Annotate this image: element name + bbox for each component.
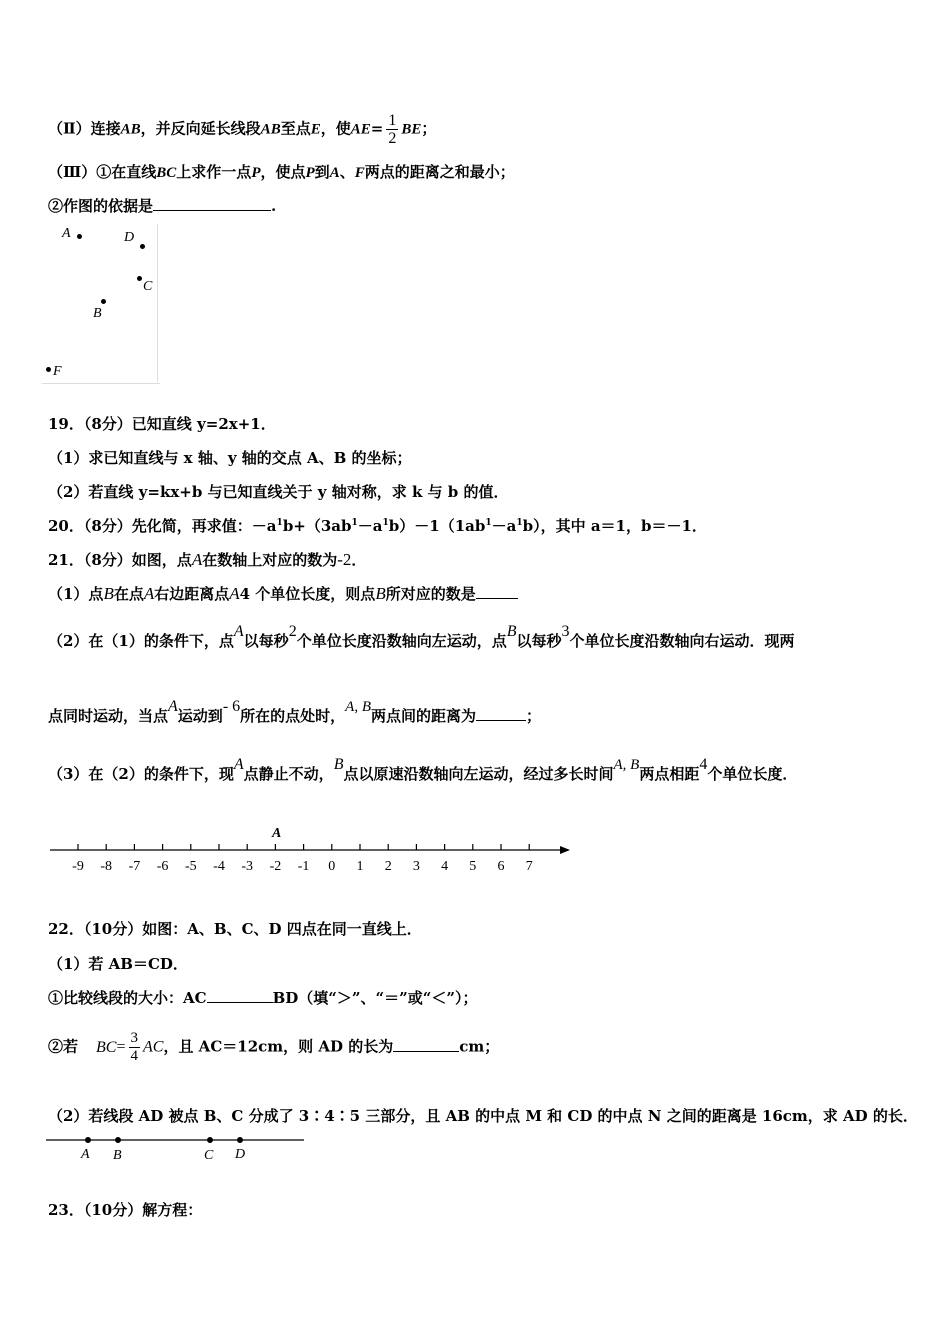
axis-tick-label: 7	[525, 859, 533, 874]
number-line	[40, 818, 580, 878]
text: 在数轴上对应的数为	[202, 551, 338, 569]
point-a: A	[233, 756, 244, 773]
axis-tick-label: -4	[213, 859, 225, 874]
text: 两点间的距离为	[370, 707, 476, 725]
axis-tick-label: -7	[128, 859, 141, 874]
axis-tick-label: 5	[469, 859, 477, 874]
text: 至点	[280, 119, 311, 138]
axis-tick-label: 1	[356, 859, 364, 874]
text: b），其中 a＝1，b＝－1．	[522, 517, 707, 535]
axis-tick-label: 6	[497, 859, 505, 874]
text: 所在的点处时，	[240, 707, 346, 725]
segment-label-c: C	[204, 1148, 214, 1163]
q18-part3	[48, 161, 515, 182]
axis-tick-label: -9	[72, 859, 84, 874]
q21-part2	[48, 623, 795, 651]
text: 点同时运动，当点	[48, 707, 169, 725]
point-b-dot	[101, 299, 106, 304]
points-ab: A, B	[613, 757, 640, 773]
point-b: B	[333, 756, 344, 773]
segment-point-c	[207, 1137, 213, 1143]
point-a: A	[143, 584, 155, 603]
text: 、	[339, 163, 355, 181]
point-a: A	[168, 698, 178, 715]
line-bc: BC	[156, 165, 177, 181]
value: - 6	[222, 698, 241, 715]
axis-tick-label: 0	[328, 859, 336, 874]
segment-ae: AE	[350, 121, 371, 138]
exponent: 1	[351, 518, 358, 528]
numerator: 3	[130, 1030, 138, 1046]
fraction-three-quarters	[129, 1030, 141, 1065]
q19-part2: （2）若直线 y=kx+b 与已知直线关于 y 轴对称，求 k 与 b 的值．	[48, 483, 509, 501]
answer-blank[interactable]	[393, 1037, 459, 1052]
axis-tick-label: -3	[241, 859, 254, 874]
axis-tick-label: -1	[297, 859, 310, 874]
equals: =	[370, 119, 384, 138]
text: （Ⅲ）①在直线	[48, 163, 157, 181]
label-f: F	[53, 364, 62, 379]
point-f: F	[354, 165, 365, 181]
point-p: P	[305, 165, 315, 181]
text: 4 个单位长度，则点	[239, 585, 376, 603]
q21-part1	[48, 583, 518, 604]
segment-be: BE	[401, 121, 422, 138]
figure-border	[157, 224, 158, 382]
q18-figure	[42, 224, 160, 384]
point-a: A	[329, 165, 340, 181]
exponent: 1	[516, 518, 523, 528]
text: （3）在（2）的条件下，现	[48, 765, 234, 783]
text: 以每秒	[516, 632, 562, 650]
segment-label-a: A	[81, 1147, 90, 1162]
numerator: 1	[388, 112, 397, 129]
text: （2）在（1）的条件下，点	[48, 632, 234, 650]
fraction-one-half	[386, 112, 398, 147]
point-a: A	[191, 550, 203, 569]
q19-title: 19．（8分）已知直线 y=2x+1．	[48, 415, 276, 433]
text: ②若	[48, 1037, 79, 1056]
figure-border	[42, 383, 160, 384]
segment-point-b	[115, 1137, 121, 1143]
distance: 4	[699, 756, 708, 773]
text: 在点	[113, 585, 144, 603]
text: ，使点	[260, 163, 306, 181]
segment-figure	[44, 1132, 308, 1166]
point-f-dot	[46, 367, 51, 372]
point-a-dot	[77, 234, 82, 239]
text: （1）点	[48, 585, 104, 603]
points-ab: A, B	[345, 699, 371, 715]
text: 个单位长度沿数轴向右运动．现两	[569, 632, 795, 650]
point-e: E	[310, 121, 321, 138]
text: ②作图的依据是	[48, 197, 154, 215]
axis-tick-label: -2	[269, 859, 282, 874]
segment-point-d	[237, 1137, 243, 1143]
segment-label-b: B	[113, 1148, 122, 1163]
q21-title	[48, 549, 366, 570]
segment-label-d: D	[235, 1147, 246, 1162]
q22-part2: （2）若线段 AD 被点 B、C 分成了 3∶4∶5 三部分，且 AB 的中点 M 和 CD 的中点 N 之间的距离是 16cm，求 AD 的长．	[48, 1107, 918, 1125]
segment-ac: AC	[143, 1038, 164, 1056]
point-p: P	[251, 165, 261, 181]
label-b: B	[93, 306, 102, 321]
text: －a	[357, 517, 383, 535]
point-b: B	[103, 584, 114, 603]
axis-point-a-label: A	[272, 826, 282, 841]
speed-a: 2	[288, 623, 297, 640]
denominator: 2	[388, 130, 397, 147]
text: 点以原速沿数轴向左运动，经过多长时间	[343, 765, 614, 783]
axis-tick-label: 4	[441, 859, 449, 874]
q21-part2-cont	[48, 698, 542, 726]
text: －a	[491, 517, 517, 535]
q20	[48, 515, 707, 536]
axis-tick-label: -6	[156, 859, 169, 874]
axis-ticks	[72, 844, 533, 874]
text: BD（填“＞”、“＝”或“＜”）；	[272, 989, 478, 1007]
text: 所对应的数是	[385, 585, 476, 603]
text: 点静止不动，	[243, 765, 334, 783]
text: .	[271, 197, 277, 215]
point-b: B	[375, 584, 386, 603]
axis-tick-label: -8	[100, 859, 113, 874]
label-a: A	[62, 226, 71, 241]
label-c: C	[143, 279, 153, 294]
text: ，使	[320, 119, 351, 138]
text: （Ⅱ）连接	[48, 119, 121, 138]
text: b+（3ab	[282, 517, 352, 535]
segment-ab: AB	[260, 121, 281, 138]
text: ①比较线段的大小：AC	[48, 989, 207, 1007]
answer-blank[interactable]	[476, 584, 518, 599]
point-d-dot	[140, 244, 145, 249]
text: ；	[526, 707, 542, 725]
axis-tick-label: -5	[184, 859, 197, 874]
q22-part1: （1）若 AB＝CD．	[48, 955, 188, 973]
equals: =	[116, 1038, 126, 1056]
axis-tick-label: 3	[412, 859, 420, 874]
answer-blank[interactable]	[153, 196, 271, 211]
point-a: A	[229, 584, 240, 603]
denominator: 4	[130, 1048, 138, 1064]
text: 两点的距离之和最小；	[364, 163, 515, 181]
text: 个单位长度沿数轴向左运动，点	[296, 632, 507, 650]
exponent: 1	[382, 518, 389, 528]
answer-blank[interactable]	[476, 706, 526, 721]
label-d: D	[124, 230, 135, 245]
q18-basis	[48, 195, 276, 216]
exponent: 1	[276, 518, 283, 528]
text: 20．（8分）先化简，再求值：－a	[48, 517, 277, 535]
text: 右边距离点	[154, 585, 230, 603]
text: 到	[314, 163, 330, 181]
text: 21．（8分）如图，点	[48, 551, 192, 569]
q22-title: 22．（10分）如图：A、B、C、D 四点在同一直线上．	[48, 920, 422, 938]
text: 以每秒	[243, 632, 289, 650]
speed-b: 3	[561, 623, 570, 640]
segment-ab: AB	[120, 121, 141, 138]
text: ．	[351, 551, 367, 569]
q21-part3	[48, 756, 798, 784]
text: cm；	[459, 1037, 500, 1056]
axis-tick-label: 2	[384, 859, 392, 874]
segment-point-a	[85, 1137, 91, 1143]
text: 个单位长度．	[707, 765, 798, 783]
text: b）－1（1ab	[388, 517, 486, 535]
text: 两点相距	[639, 765, 700, 783]
text: ；	[421, 119, 437, 138]
point-c-dot	[137, 276, 142, 281]
q19-part1: （1）求已知直线与 x 轴、y 轴的交点 A、B 的坐标；	[48, 449, 412, 467]
text: 上求作一点	[176, 163, 252, 181]
value: -2	[337, 550, 352, 569]
text: 运动到	[177, 707, 223, 725]
text: ，且 AC＝12cm，则 AD 的长为	[163, 1037, 394, 1056]
text: ，并反向延长线段	[140, 119, 261, 138]
q22-length	[48, 1030, 499, 1065]
exponent: 1	[485, 518, 492, 528]
point-a: A	[233, 623, 244, 640]
axis-arrow-icon	[560, 846, 570, 854]
q22-compare	[48, 987, 478, 1008]
segment-bc: BC	[96, 1038, 117, 1056]
point-b: B	[506, 623, 517, 640]
q18-part2	[48, 112, 436, 147]
answer-blank[interactable]	[207, 988, 273, 1003]
q23-title: 23．（10分）解方程：	[48, 1201, 203, 1219]
